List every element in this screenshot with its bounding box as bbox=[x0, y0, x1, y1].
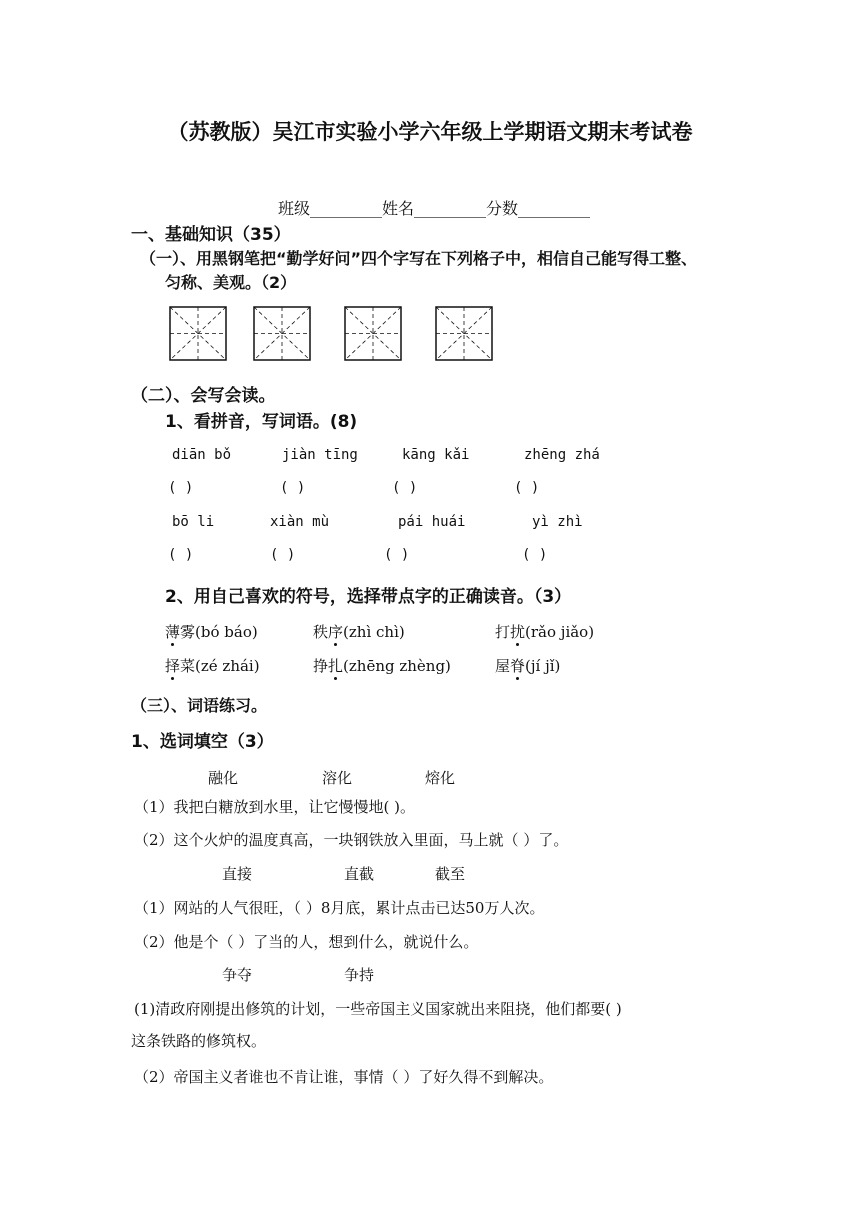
pinyin-item: pái huái bbox=[398, 514, 466, 530]
pronunciation-choice[interactable]: 薄雾(bó báo) bbox=[165, 623, 258, 641]
answer-blank[interactable]: ( ) bbox=[392, 480, 418, 496]
word-option: 直截 bbox=[344, 865, 375, 883]
word-option: 溶化 bbox=[322, 769, 353, 787]
part-one-instruction-line2: 匀称、美观。（2） bbox=[165, 273, 297, 292]
word-option: 熔化 bbox=[425, 769, 456, 787]
answer-blank[interactable]: ( ) bbox=[514, 480, 540, 496]
pronunciation-choice[interactable]: 打扰(rǎo jiǎo) bbox=[495, 623, 595, 641]
answer-blank[interactable]: ( ) bbox=[168, 480, 194, 496]
word-option: 截至 bbox=[435, 865, 466, 883]
fill-sentence-continuation: 这条铁路的修筑权。 bbox=[131, 1032, 267, 1050]
answer-blank[interactable]: ( ) bbox=[522, 547, 548, 563]
word-option: 争夺 bbox=[222, 966, 253, 984]
answer-blank[interactable]: ( ) bbox=[384, 547, 410, 563]
writing-grid-box[interactable] bbox=[435, 306, 493, 361]
part-two-heading: （二）、会写会读。 bbox=[131, 386, 276, 406]
writing-grid-box[interactable] bbox=[169, 306, 227, 361]
word-option: 融化 bbox=[208, 769, 239, 787]
fill-sentence: （1）我把白糖放到水里，让它慢慢地( )。 bbox=[134, 798, 416, 816]
writing-grid-box[interactable] bbox=[344, 306, 402, 361]
fill-sentence: (1)清政府刚提出修筑的计划，一些帝国主义国家就出来阻挠，他们都要( ) bbox=[134, 1000, 622, 1018]
pinyin-item: xiàn mù bbox=[270, 514, 330, 530]
pinyin-item: diān bǒ bbox=[172, 447, 232, 463]
pinyin-item: yì zhì bbox=[532, 514, 583, 530]
pronunciation-choice[interactable]: 屋脊(jí jǐ) bbox=[495, 657, 561, 675]
word-fill-heading: 1、选词填空（3） bbox=[131, 732, 274, 752]
word-option: 争持 bbox=[344, 966, 375, 984]
pinyin-item: kāng kǎi bbox=[402, 447, 470, 463]
section-one-heading: 一、基础知识（35） bbox=[131, 225, 291, 245]
part-three-heading: （三）、词语练习。 bbox=[131, 696, 268, 715]
pinyin-question-heading: 1、看拼音，写词语。(8) bbox=[165, 412, 358, 432]
pronunciation-choice[interactable]: 挣扎(zhēng zhèng) bbox=[313, 657, 451, 675]
word-option: 直接 bbox=[222, 865, 253, 883]
fill-sentence: （2）这个火炉的温度真高，一块钢铁放入里面，马上就（ ）了。 bbox=[134, 831, 569, 849]
pronunciation-question-heading: 2、用自己喜欢的符号，选择带点字的正确读音。（3） bbox=[165, 587, 572, 607]
answer-blank[interactable]: ( ) bbox=[270, 547, 296, 563]
answer-blank[interactable]: ( ) bbox=[168, 547, 194, 563]
student-info-line: 班级_________姓名_________分数_________ bbox=[278, 199, 591, 218]
fill-sentence: （1）网站的人气很旺，（ ）8月底，累计点击已达50万人次。 bbox=[134, 899, 545, 917]
pinyin-item: bō li bbox=[172, 514, 215, 530]
answer-blank[interactable]: ( ) bbox=[280, 480, 306, 496]
fill-sentence: （2）他是个（ ）了当的人，想到什么，就说什么。 bbox=[134, 933, 479, 951]
part-one-instruction-line1: （一）、用黑钢笔把“勤学好问”四个字写在下列格子中，相信自己能写得工整、 bbox=[140, 249, 698, 268]
page-title: （苏教版）吴江市实验小学六年级上学期语文期末考试卷 bbox=[167, 120, 693, 144]
pinyin-item: jiàn tīng bbox=[282, 447, 358, 463]
fill-sentence: （2）帝国主义者谁也不肯让谁，事情（ ）了好久得不到解决。 bbox=[134, 1068, 554, 1086]
pronunciation-choice[interactable]: 秩序(zhì chì) bbox=[313, 623, 405, 641]
pinyin-item: zhēng zhá bbox=[524, 447, 600, 463]
pronunciation-choice[interactable]: 择菜(zé zhái) bbox=[165, 657, 260, 675]
writing-grid-box[interactable] bbox=[253, 306, 311, 361]
